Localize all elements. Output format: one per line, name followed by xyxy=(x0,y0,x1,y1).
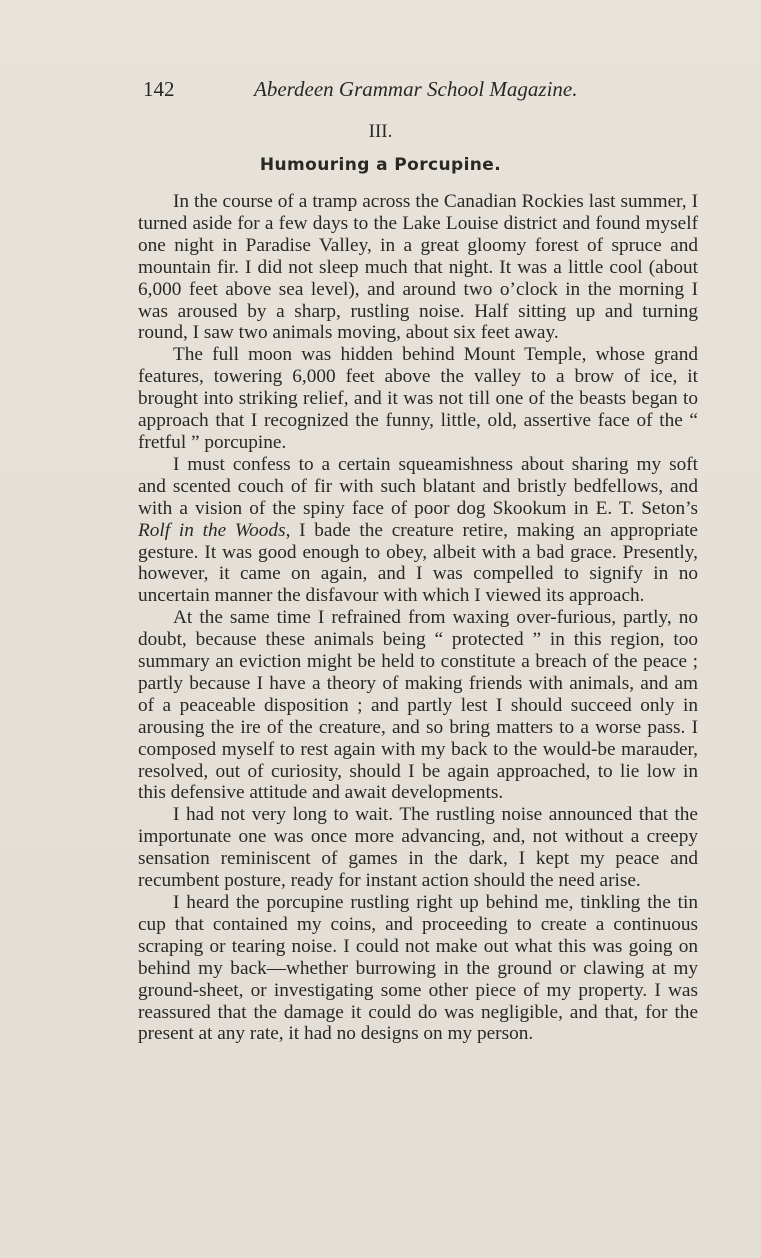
paragraph-text: , I bade the creature retire, making an appropriate gesture. It was good enough to obey, albeit with a bad grace. Presently, however, it came on again, and I was compelled to signify in no uncertain manner the disfavour with which I viewed its approach. xyxy=(138,519,698,607)
paragraph xyxy=(138,454,698,607)
paragraph xyxy=(138,607,698,804)
paragraph-text: I had not very long to wait. The rustling noise announced that the importunate one was once more advancing, and, not without a creepy sensation reminiscent of games in the dark, I kept my peace and recumbent posture, ready for instant action should the need arise. xyxy=(138,804,698,892)
paragraph-text: I heard the porcupine rustling right up behind me, tinkling the tin cup that contained my coins, and proceeding to create a continuous scraping or tearing noise. I could not make out what this was going on behind my back—whether burrowing in the ground or clawing at my ground-sheet, or investigating some other piece of my property. I was reassured that the damage it could do was negligible, and that, for the present at any rate, it had no designs on my person. xyxy=(138,892,698,1045)
paragraph-text: At the same time I refrained from waxing over-furious, partly, no doubt, because these animals being “ protected ” in this region, too summary an eviction might be held to constitute a breach of the peace ; partly because I have a theory of making friends with animals, and am of a peaceable disposition ; and partly lest I should succeed only in arousing the ire of the creature, and so bring matters to a worse pass. I composed myself to rest again with my back to the would-be marauder, resolved, out of curiosity, should I be again approached, to lie low in this defensive attitude and await developments. xyxy=(138,607,698,804)
page-number: 142 xyxy=(143,77,175,101)
magazine-title: Aberdeen Grammar School Magazine. xyxy=(254,77,578,101)
paragraph xyxy=(138,191,698,344)
paragraph-text: In the course of a tramp across the Canadian Rockies last summer, I turned aside for a few days to the Lake Louise district and found myself one night in Paradise Valley, in a great gloomy forest of spruce and mountain fir. I did not sleep much that night. It was a little cool (about 6,000 feet above sea level), and around two o’clock in the morning I was aroused by a sharp, rustling noise. Half sitting up and turning round, I saw two animals moving, about six feet away. xyxy=(138,191,698,344)
article-title: Humouring a Porcupine. xyxy=(259,155,502,175)
paragraph-text: I must confess to a certain squeamishness about sharing my soft and scented couch of fir with such blatant and bristly bedfellows, and with a vision of the spiny face of poor dog Skookum in E. T. Seton’s xyxy=(138,453,698,519)
paragraph xyxy=(138,804,698,892)
section-number: III. xyxy=(368,121,393,142)
paragraph xyxy=(138,344,698,454)
paragraph xyxy=(138,892,698,1045)
paragraph-text: The full moon was hidden behind Mount Temple, whose grand features, towering 6,000 feet above the valley to a brow of ice, it brought into striking relief, and it was not till one of the beasts began to approach that I recognized the funny, little, old, assertive face of the “ fretful ” porcupine. xyxy=(138,344,698,453)
book-title: Rolf in the Woods xyxy=(138,519,286,541)
running-head xyxy=(140,74,700,104)
article-body xyxy=(138,191,698,1045)
